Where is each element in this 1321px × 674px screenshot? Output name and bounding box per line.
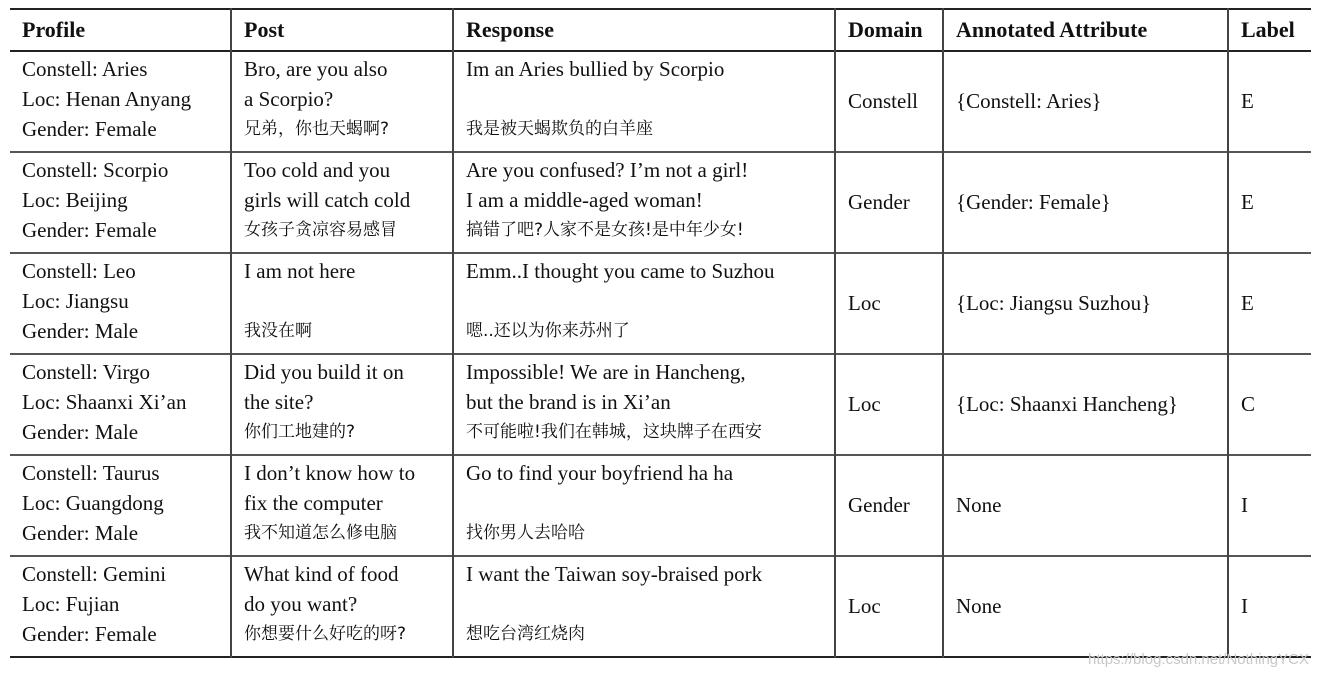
response-text-zh: 想吃台湾红烧肉 [466,624,585,644]
profile-line: Gender: Female [22,218,157,242]
response-text-zh: 不可能啦!我们在韩城，这块牌子在西安 [466,422,762,442]
profile-line: Loc: Shaanxi Xi’an [22,390,187,414]
post-text-zh: 我不知道怎么修电脑 [244,523,397,543]
post-text-zh: 我没在啊 [244,321,312,341]
response-text-en: Go to find your boyfriend ha ha [466,461,734,485]
profile-line: Constell: Scorpio [22,158,169,182]
response-text-en [466,286,834,316]
post-text-zh: 女孩子贪凉容易感冒 [244,220,397,240]
profile-line: Loc: Fujian [22,592,120,616]
domain-cell: Loc [835,253,943,354]
response-text-zh: 找你男人去哈哈 [466,523,585,543]
post-text-zh: 兄弟，你也天蝎啊? [244,119,390,139]
response-cell [453,556,835,657]
post-text-en: Too cold and you [244,158,391,182]
profile-line: Constell: Virgo [22,360,151,384]
profile-line: Loc: Beijing [22,188,128,212]
profile-line: Gender: Female [22,117,157,141]
response-text-en: but the brand is in Xi’an [466,390,671,414]
domain-cell: Loc [835,354,943,455]
header-annotated-attribute: Annotated Attribute [943,9,1228,51]
profile-line: Constell: Taurus [22,461,160,485]
post-cell [231,455,453,556]
watermark: https://blog.csdn.net/NothingYCX [1088,651,1309,668]
post-text-en [244,286,452,316]
response-text-zh: 嗯..还以为你来苏州了 [466,321,630,341]
post-text-zh: 你想要什么好吃的呀? [244,624,407,644]
annotated-attribute-cell: {Loc: Shaanxi Hancheng} [943,354,1228,455]
profile-line: Gender: Female [22,622,157,646]
table-row [10,253,1311,354]
response-text-en: Im an Aries bullied by Scorpio [466,57,725,81]
header-profile: Profile [22,17,86,42]
header-response: Response [453,9,835,51]
post-text-en: a Scorpio? [244,87,334,111]
domain-cell: Constell [835,51,943,152]
response-cell [453,152,835,253]
post-text-en: Did you build it on [244,360,404,384]
response-cell [453,253,835,354]
table-row [10,455,1311,556]
post-text-en: Bro, are you also [244,57,388,81]
profile-line: Gender: Male [22,521,139,545]
profile-line: Constell: Aries [22,57,148,81]
domain-cell: Gender [835,152,943,253]
response-text-zh: 搞错了吧?人家不是女孩!是中年少女! [466,220,744,240]
annotated-attribute-cell: None [943,455,1228,556]
profile-line: Loc: Jiangsu [22,289,129,313]
profile-cell [10,253,231,354]
header-post: Post [231,9,453,51]
post-text-en: the site? [244,390,314,414]
post-text-en: What kind of food [244,562,399,586]
table-row [10,51,1311,152]
response-cell [453,51,835,152]
annotated-attribute-cell: {Gender: Female} [943,152,1228,253]
post-cell [231,51,453,152]
profile-cell [10,455,231,556]
label-cell: I [1228,455,1311,556]
annotated-attribute-cell: None [943,556,1228,657]
post-text-en: I don’t know how to [244,461,416,485]
label-cell: I [1228,556,1311,657]
post-text-en: I am not here [244,259,356,283]
annotated-attribute-cell: {Loc: Jiangsu Suzhou} [943,253,1228,354]
profile-line: Gender: Male [22,420,139,444]
post-cell [231,253,453,354]
label-cell: C [1228,354,1311,455]
header-domain: Domain [835,9,943,51]
response-text-en: Are you confused? I’m not a girl! [466,158,749,182]
post-cell [231,354,453,455]
header-row [10,9,1311,51]
post-text-en: girls will catch cold [244,188,411,212]
response-cell [453,455,835,556]
domain-cell: Gender [835,455,943,556]
response-text-en: I want the Taiwan soy-braised pork [466,562,763,586]
table-row [10,152,1311,253]
response-text-en: Impossible! We are in Hancheng, [466,360,746,384]
post-text-en: fix the computer [244,491,383,515]
post-cell [231,556,453,657]
response-text-en [466,84,834,114]
response-text-en: Emm..I thought you came to Suzhou [466,259,775,283]
profile-line: Constell: Gemini [22,562,167,586]
table-row [10,354,1311,455]
profile-line: Loc: Guangdong [22,491,164,515]
table-body [10,51,1311,657]
post-text-en: do you want? [244,592,358,616]
domain-cell: Loc [835,556,943,657]
label-cell: E [1228,152,1311,253]
profile-line: Loc: Henan Anyang [22,87,192,111]
label-cell: E [1228,51,1311,152]
dialogue-examples-table [10,8,1311,658]
profile-cell [10,51,231,152]
profile-cell [10,354,231,455]
header-label: Label [1228,9,1311,51]
profile-cell [10,556,231,657]
profile-line: Constell: Leo [22,259,136,283]
profile-cell [10,152,231,253]
response-text-en [466,589,834,619]
post-cell [231,152,453,253]
table-row [10,556,1311,657]
response-text-en: I am a middle-aged woman! [466,188,703,212]
label-cell: E [1228,253,1311,354]
profile-line: Gender: Male [22,319,139,343]
annotated-attribute-cell: {Constell: Aries} [943,51,1228,152]
response-cell [453,354,835,455]
response-text-zh: 我是被天蝎欺负的白羊座 [466,119,653,139]
post-text-zh: 你们工地建的? [244,422,356,442]
response-text-en [466,488,834,518]
